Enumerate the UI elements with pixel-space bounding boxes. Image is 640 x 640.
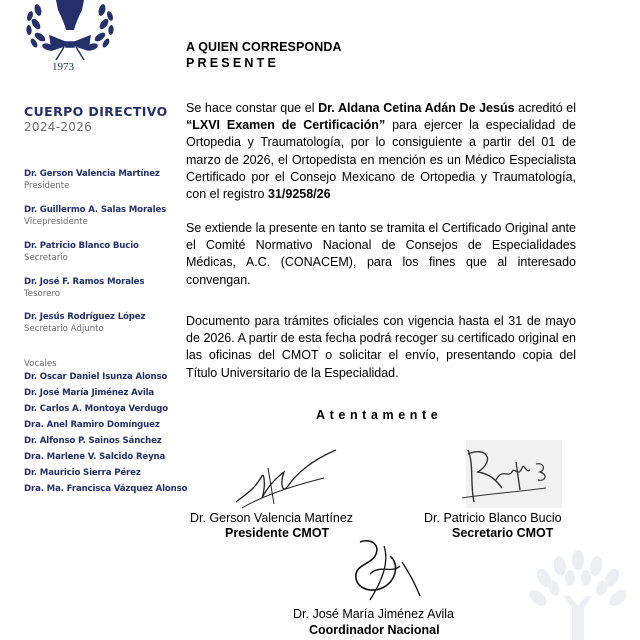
addressee-presente: PRESENTE bbox=[186, 56, 279, 70]
member-role: Presidente bbox=[24, 181, 70, 191]
member-name: Dr. Gerson Valencia Martínez bbox=[24, 169, 160, 179]
board-member bbox=[24, 277, 184, 299]
member-name: Dr. Guillermo A. Salas Morales bbox=[24, 205, 167, 215]
paragraph-text: acreditó el bbox=[514, 101, 576, 115]
member-role: Tesorero bbox=[24, 289, 61, 299]
recipient-name: Dr. Aldana Cetina Adán De Jesús bbox=[318, 101, 515, 115]
validity-paragraph: Documento para trámites oficiales con vigencia hasta el 31 de mayo de 2026. A partir de esta fecha podrá recoger su certificado original en las oficinas del CMOT o solicitar el envío, presentando copia del Título Universitario de la Especialidad. bbox=[186, 314, 576, 380]
signatory-name: Dr. Gerson Valencia Martínez bbox=[190, 511, 354, 525]
signature-blanco-icon bbox=[456, 444, 556, 510]
vocal-name: Dra. Anel Ramiro Domínguez bbox=[24, 420, 160, 430]
board-title: CUERPO DIRECTIVO bbox=[24, 104, 168, 119]
member-name: Dr. José F. Ramos Morales bbox=[24, 277, 145, 287]
signatory-name: Dr. José María Jiménez Avila bbox=[293, 607, 454, 621]
board-years: 2024-2026 bbox=[24, 120, 93, 134]
member-role: Vicepresidente bbox=[24, 217, 88, 227]
member-role: Secretario Adjunto bbox=[24, 324, 104, 334]
vocal-name: Dr. Mauricio Sierra Pérez bbox=[24, 468, 141, 478]
signatory-title: Secretario CMOT bbox=[452, 526, 554, 540]
vocal-name: Dra. Ma. Francisca Vázquez Alonso bbox=[24, 484, 188, 494]
certification-paragraph bbox=[186, 100, 576, 203]
paragraph-text: para ejercer la especialidad de Ortopedia y Traumatología, por lo consiguiente a partir del 01 de marzo de 2026, el Ortopedista en mención es un Médico Especialista Certificado por el Consejo Mexicano de Ortopedia y Traumatología, con el registro bbox=[186, 118, 577, 202]
laurel-left-icon bbox=[26, 3, 55, 52]
board-member bbox=[24, 205, 184, 227]
vocales-label: Vocales bbox=[24, 359, 57, 369]
closing-atentamente: Atentamente bbox=[316, 408, 443, 422]
signatory-name: Dr. Patricio Blanco Bucio bbox=[424, 511, 562, 525]
vocal-name: Dr. Alfonso P. Sainos Sánchez bbox=[24, 436, 162, 446]
vocal-name: Dra. Marlene V. Salcido Reyna bbox=[24, 452, 166, 462]
member-name: Dr. Patricio Blanco Bucio bbox=[24, 241, 139, 251]
conacem-paragraph: Se extiende la presente en tanto se tramita el Certificado Original ante el Comité Normativo Nacional de Consejos de Especialidades Médicas, A.C. (CONACEM), para los fines que al interesado convengan. bbox=[186, 221, 576, 287]
signatory-title: Presidente CMOT bbox=[225, 526, 330, 540]
exam-name: “LXVI Examen de Certificación” bbox=[186, 118, 386, 133]
board-member bbox=[24, 312, 184, 334]
signature-jimenez-icon bbox=[340, 534, 424, 604]
vocal-name: Dr. José María Jiménez Avila bbox=[24, 388, 155, 398]
laurel-right-icon bbox=[85, 3, 114, 52]
member-role: Secretario bbox=[24, 253, 68, 263]
signature-valencia-icon bbox=[232, 446, 340, 514]
paragraph-text: Se hace constar que el bbox=[186, 101, 319, 115]
watermark-tree-icon bbox=[514, 548, 640, 640]
addressee-line: A QUIEN CORRESPONDA bbox=[186, 40, 342, 54]
registry-number: 31/9258/26 bbox=[267, 187, 331, 202]
member-name: Dr. Jesús Rodríguez López bbox=[24, 312, 146, 322]
ribbon-bow-icon bbox=[50, 36, 90, 60]
board-member bbox=[24, 241, 184, 263]
board-member bbox=[24, 169, 184, 191]
signatory-title: Coordinador Nacional bbox=[309, 623, 440, 637]
logo-year: 1973 bbox=[52, 61, 74, 73]
tree-trunk-icon bbox=[56, 0, 84, 30]
vocal-name: Dr. Oscar Daniel Isunza Alonso bbox=[24, 372, 168, 382]
vocal-name: Dr. Carlos A. Montoya Verdugo bbox=[24, 404, 168, 414]
